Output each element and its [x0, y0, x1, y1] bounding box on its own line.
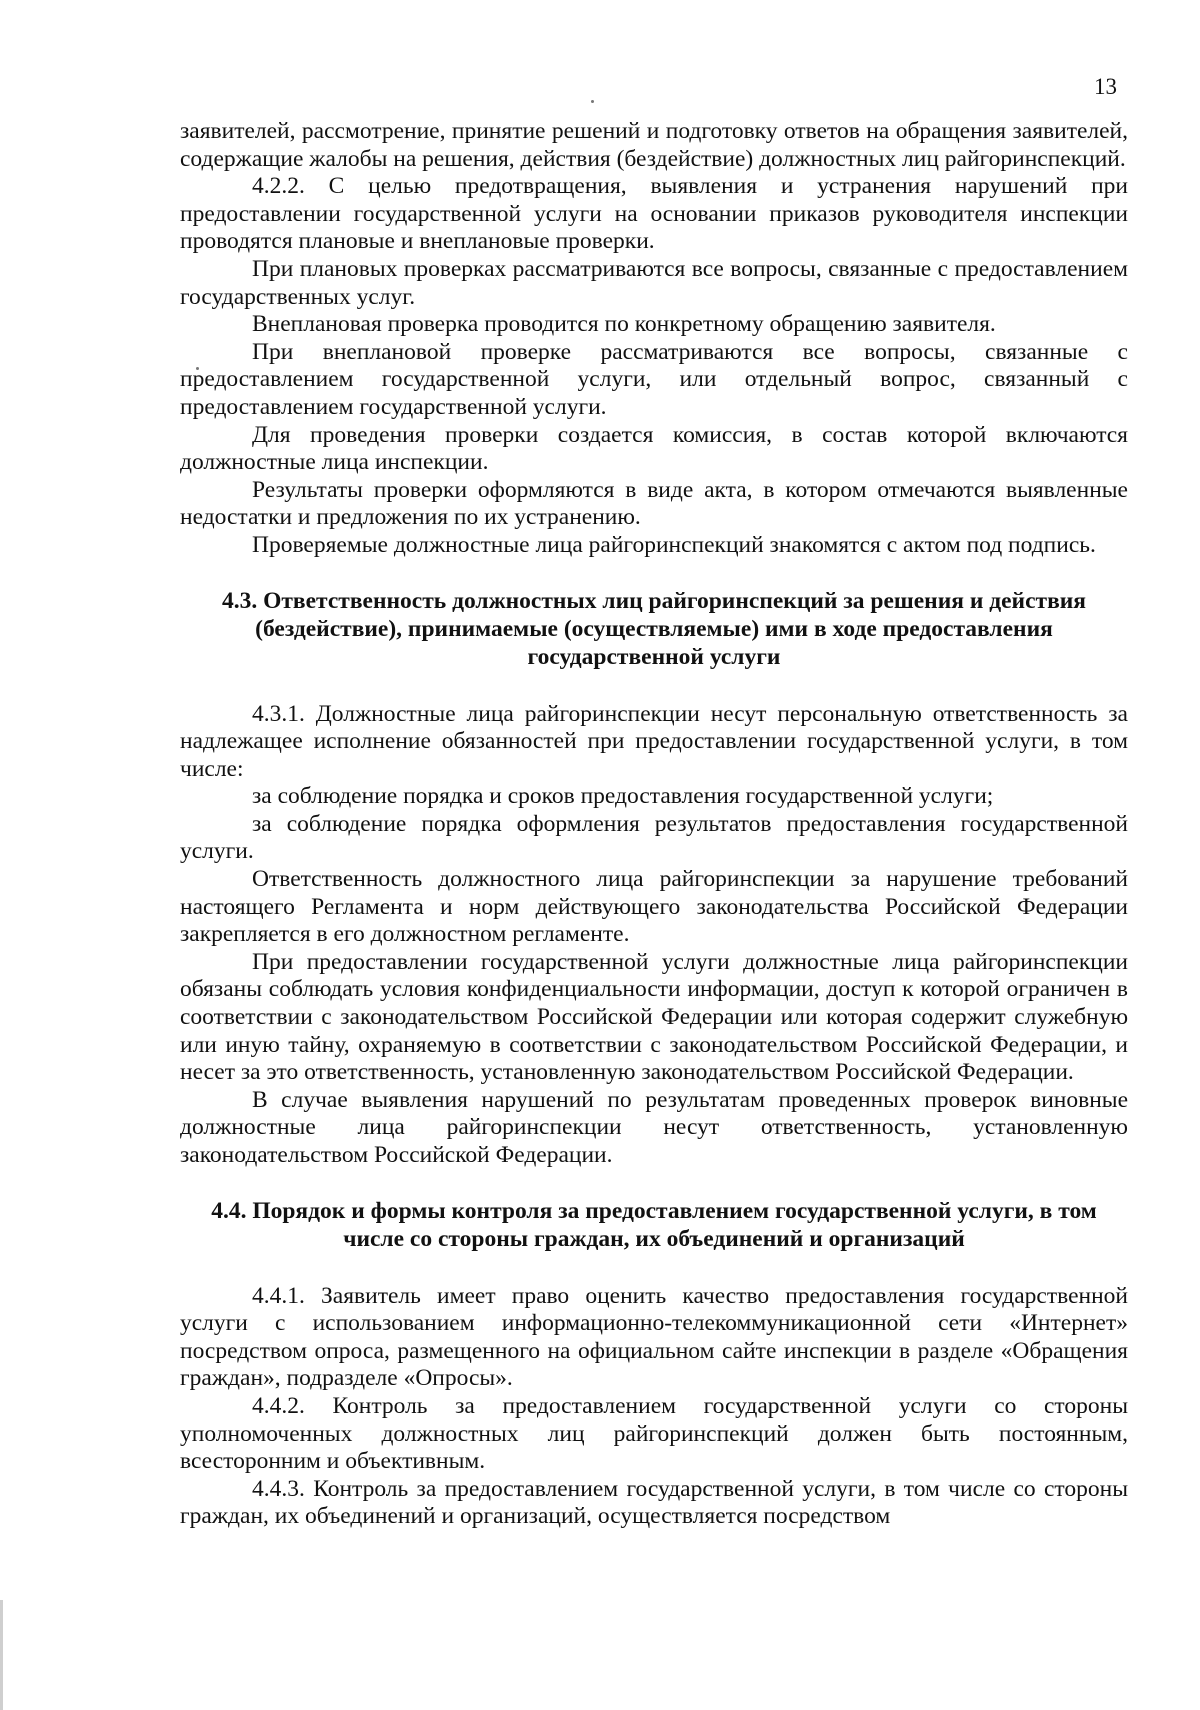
paragraph: за соблюдение порядка оформления результатов предоставления государственной услуги. [180, 810, 1128, 865]
paragraph: Внеплановая проверка проводится по конкретному обращению заявителя. [252, 311, 996, 338]
paragraph: 4.2.2. С целью предотвращения, выявления и устранения нарушений при предоставлении государственной услуги на основании приказов руководителя инспекции проводятся плановые и внеплановые проверки. [180, 173, 1128, 255]
paragraph: 4.4.3. Контроль за предоставлением государственной услуги, в том числе со стороны граждан, их объединений и организаций, осуществляется посредством [180, 1475, 1128, 1530]
paragraph: При внеплановой проверке рассматриваются все вопросы, связанные с предоставлением государственной услуги, или отдельный вопрос, связанный с предоставлением государственной услуги. [180, 338, 1128, 420]
paragraph: 4.3.1. Должностные лица райгоринспекции несут персональную ответственность за надлежащее исполнение обязанностей при предоставлении государственной услуги, в том числе: [180, 700, 1128, 782]
paragraph: Для проведения проверки создается комиссия, в состав которой включаются должностные лица инспекции. [180, 421, 1128, 476]
scan-edge-mark [0, 1600, 3, 1710]
paragraph: 4.4.1. Заявитель имеет право оценить качество предоставления государственной услуги с использованием информационно-телекоммуникационной сети «Интернет» посредством опроса, размещенного на официальном сайте инспекции в разделе «Обращения граждан», подразделе «Опросы». [180, 1282, 1128, 1392]
paragraph: При предоставлении государственной услуги должностные лица райгоринспекции обязаны соблюдать условия конфиденциальности информации, доступ к которой ограничен в соответствии с законодательством Российской Федерации или которая содержит служебную или иную тайну, охраняемую в соответствии с законодательством Российской Федерации, и несет за это ответственность, установленную законодательством Российской Федерации. [180, 948, 1128, 1086]
paragraph: 4.4.2. Контроль за предоставлением государственной услуги со стороны уполномоченных должностных лиц райгоринспекций должен быть постоянным, всесторонним и объективным. [180, 1392, 1128, 1475]
paragraph: В случае выявления нарушений по результатам проведенных проверок виновные должностные лица райгоринспекции несут ответственность, установленную законодательством Российской Федерации. [180, 1086, 1128, 1168]
paragraph: заявителей, рассмотрение, принятие решений и подготовку ответов на обращения заявителей, содержащие жалобы на решения, действия (бездействие) должностных лиц райгоринспекций. [180, 118, 1128, 172]
scan-speck [591, 100, 594, 103]
paragraph: Ответственность должностного лица райгоринспекции за нарушение требований настоящего Регламента и норм действующего законодательства Российской Федерации закрепляется в его должностном регламенте. [180, 866, 1128, 948]
page-number: 13 [1094, 74, 1117, 99]
document-body [180, 118, 1128, 1531]
section-heading-4-3: 4.3. Ответственность должностных лиц райгоринспекций за решения и действия (бездействие), принимаемые (осуществляемые) ими в ходе предоставления государственной услуги [221, 587, 1087, 670]
paragraph: Результаты проверки оформляются в виде акта, в котором отмечаются выявленные недостатки и предложения по их устранению. [180, 476, 1128, 531]
paragraph: Проверяемые должностные лица райгоринспекций знакомятся с актом под подпись. [252, 531, 1096, 558]
paragraph: за соблюдение порядка и сроков предоставления государственной услуги; [252, 783, 994, 810]
paragraph: При плановых проверках рассматриваются все вопросы, связанные с предоставлением государственных услуг. [180, 255, 1128, 310]
section-heading-4-4: 4.4. Порядок и формы контроля за предоставлением государственной услуги, в том числе со стороны граждан, их объединений и организаций [211, 1197, 1097, 1252]
